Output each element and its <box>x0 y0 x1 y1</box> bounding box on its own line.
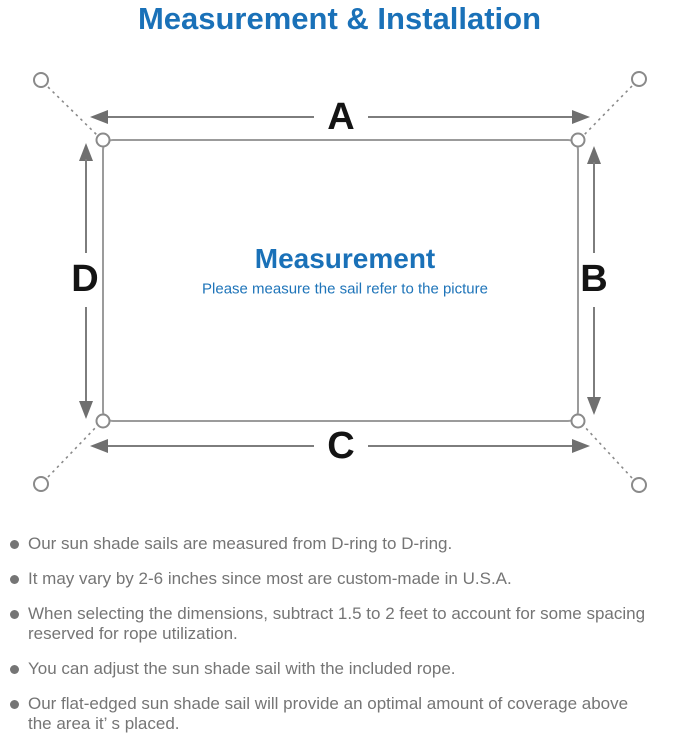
bullet-dot-icon <box>10 540 19 549</box>
note-text: Our sun shade sails are measured from D-ring to D-ring. <box>28 534 453 553</box>
anchor-ring-top-left-icon <box>34 73 48 87</box>
list-item <box>10 694 675 734</box>
dimension-label-a: A <box>327 96 355 138</box>
arrow-a-right-head-icon <box>572 110 590 124</box>
rope-dashed-line-top-right <box>583 86 632 136</box>
note-text: It may vary by 2-6 inches since most are custom-made in U.S.A. <box>28 569 512 588</box>
bullet-dot-icon <box>10 575 19 584</box>
list-item <box>10 534 675 554</box>
dimension-label-c: C <box>327 425 355 467</box>
notes-list <box>10 534 675 739</box>
dimension-label-b: B <box>580 258 608 300</box>
list-item <box>10 569 675 589</box>
bullet-dot-icon <box>10 665 19 674</box>
note-text: the area it’ s placed. <box>28 714 180 733</box>
arrow-b-down-head-icon <box>587 397 601 415</box>
anchor-ring-bottom-left-icon <box>34 477 48 491</box>
page-title: Measurement & Installation <box>137 1 542 36</box>
note-text: When selecting the dimensions, subtract 1.5 to 2 feet to account for some spacing <box>28 604 646 623</box>
bullet-dot-icon <box>10 610 19 619</box>
dimension-label-d: D <box>71 258 99 300</box>
anchor-ring-bottom-right-icon <box>632 478 646 492</box>
diagram-heading: Measurement <box>254 243 436 274</box>
corner-d-ring-top-left-icon <box>97 134 110 147</box>
arrow-c-left-head-icon <box>90 439 108 453</box>
arrow-b-up-head-icon <box>587 146 601 164</box>
note-text: You can adjust the sun shade sail with the included rope. <box>28 659 456 678</box>
note-text: reserved for rope utilization. <box>28 624 238 643</box>
bullet-dot-icon <box>10 700 19 709</box>
rope-dashed-line-top-left <box>48 87 98 136</box>
note-text: Our flat-edged sun shade sail will provide an optimal amount of coverage above <box>28 694 629 713</box>
rope-dashed-line-bottom-left <box>48 425 98 477</box>
list-item <box>10 659 675 679</box>
arrow-d-down-head-icon <box>79 401 93 419</box>
arrow-d-up-head-icon <box>79 143 93 161</box>
anchor-ring-top-right-icon <box>632 72 646 86</box>
arrow-c-right-head-icon <box>572 439 590 453</box>
diagram-subheading: Please measure the sail refer to the picture <box>202 280 488 298</box>
arrow-a-left-head-icon <box>90 110 108 124</box>
corner-d-ring-top-right-icon <box>572 134 585 147</box>
list-item <box>10 604 675 644</box>
rope-dashed-line-bottom-right <box>583 425 632 478</box>
